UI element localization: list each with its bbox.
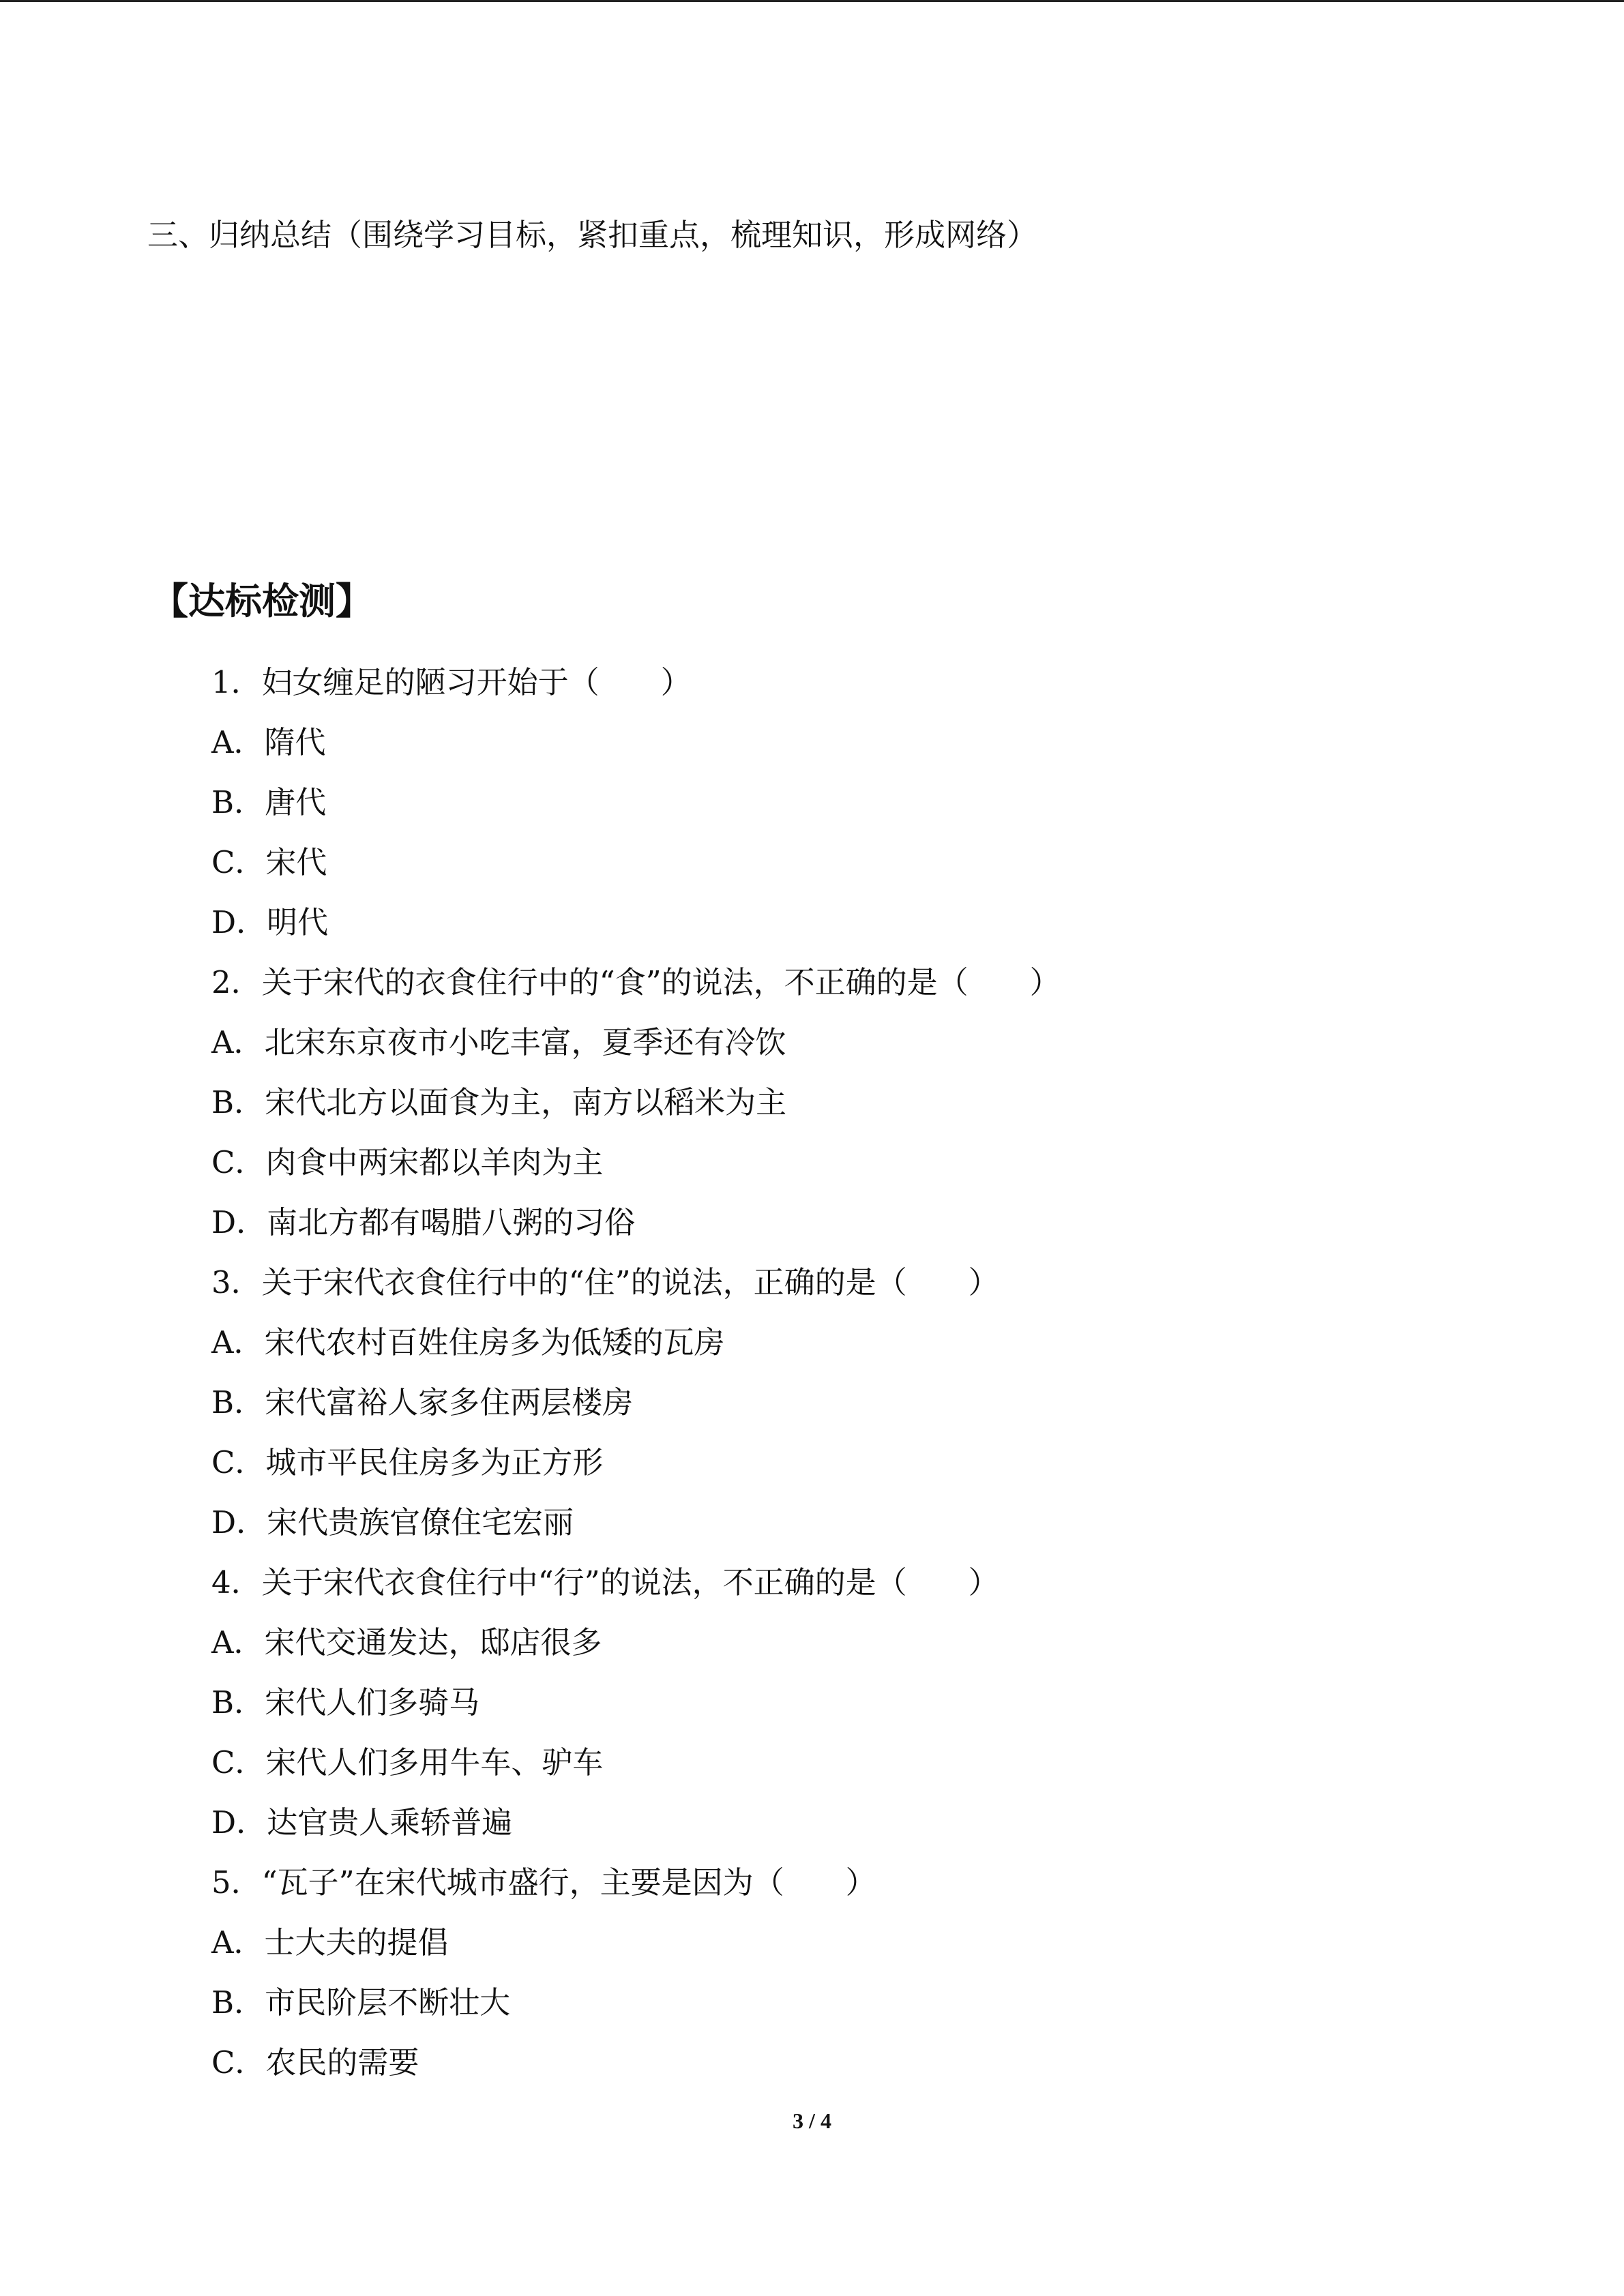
question-5-option-b: B．市民阶层不断壮大 [211,1984,511,2021]
question-5-option-a: A．士大夫的提倡 [211,1924,449,1960]
question-list [211,660,1061,2100]
question-3-option-b: B．宋代富裕人家多住两层楼房 [211,1384,634,1420]
question-5-option-c: C．农民的需要 [211,2044,419,2081]
question-1-option-c: C．宋代 [211,844,327,880]
question-4-option-a: A．宋代交通发达，邸店很多 [211,1624,602,1660]
question-2-option-d: D．南北方都有喝腊八粥的习俗 [211,1204,636,1240]
question-1-option-d: D．明代 [211,904,329,940]
question-2-option-c: C．肉食中两宋都以羊肉为主 [211,1144,604,1180]
page-number: 3 / 4 [793,2108,831,2133]
question-5-stem: 5．“瓦子”在宋代城市盛行，主要是因为（ ） [211,1864,876,1900]
question-4-stem: 4．关于宋代衣食住行中“行”的说法，不正确的是（ ） [211,1564,999,1600]
question-3-option-a: A．宋代农村百姓住房多为低矮的瓦房 [211,1324,725,1360]
question-1-option-b: B．唐代 [211,784,327,820]
test-section-title: 【达标检测】 [151,580,372,623]
question-1-option-a: A．隋代 [211,724,326,760]
question-3-option-c: C．城市平民住房多为正方形 [211,1444,604,1480]
question-2-stem: 2．关于宋代的衣食住行中的“食”的说法，不正确的是（ ） [211,964,1061,1000]
question-4-option-b: B．宋代人们多骑马 [211,1684,480,1720]
question-4-option-c: C．宋代人们多用牛车、驴车 [211,1744,604,1780]
question-3-stem: 3．关于宋代衣食住行中的“住”的说法，正确的是（ ） [211,1264,999,1300]
question-3-option-d: D．宋代贵族官僚住宅宏丽 [211,1504,574,1540]
top-border-line [0,0,1624,2]
question-4-option-d: D．达官贵人乘轿普遍 [211,1804,513,1840]
question-2-option-b: B．宋代北方以面食为主，南方以稻米为主 [211,1084,787,1120]
section-heading-summary: 三、归纳总结（围绕学习目标，紧扣重点，梳理知识，形成网络） [147,217,1038,253]
question-1-stem: 1．妇女缠足的陋习开始于（ ） [211,664,692,700]
question-2-option-a: A．北宋东京夜市小吃丰富，夏季还有冷饮 [211,1024,786,1060]
